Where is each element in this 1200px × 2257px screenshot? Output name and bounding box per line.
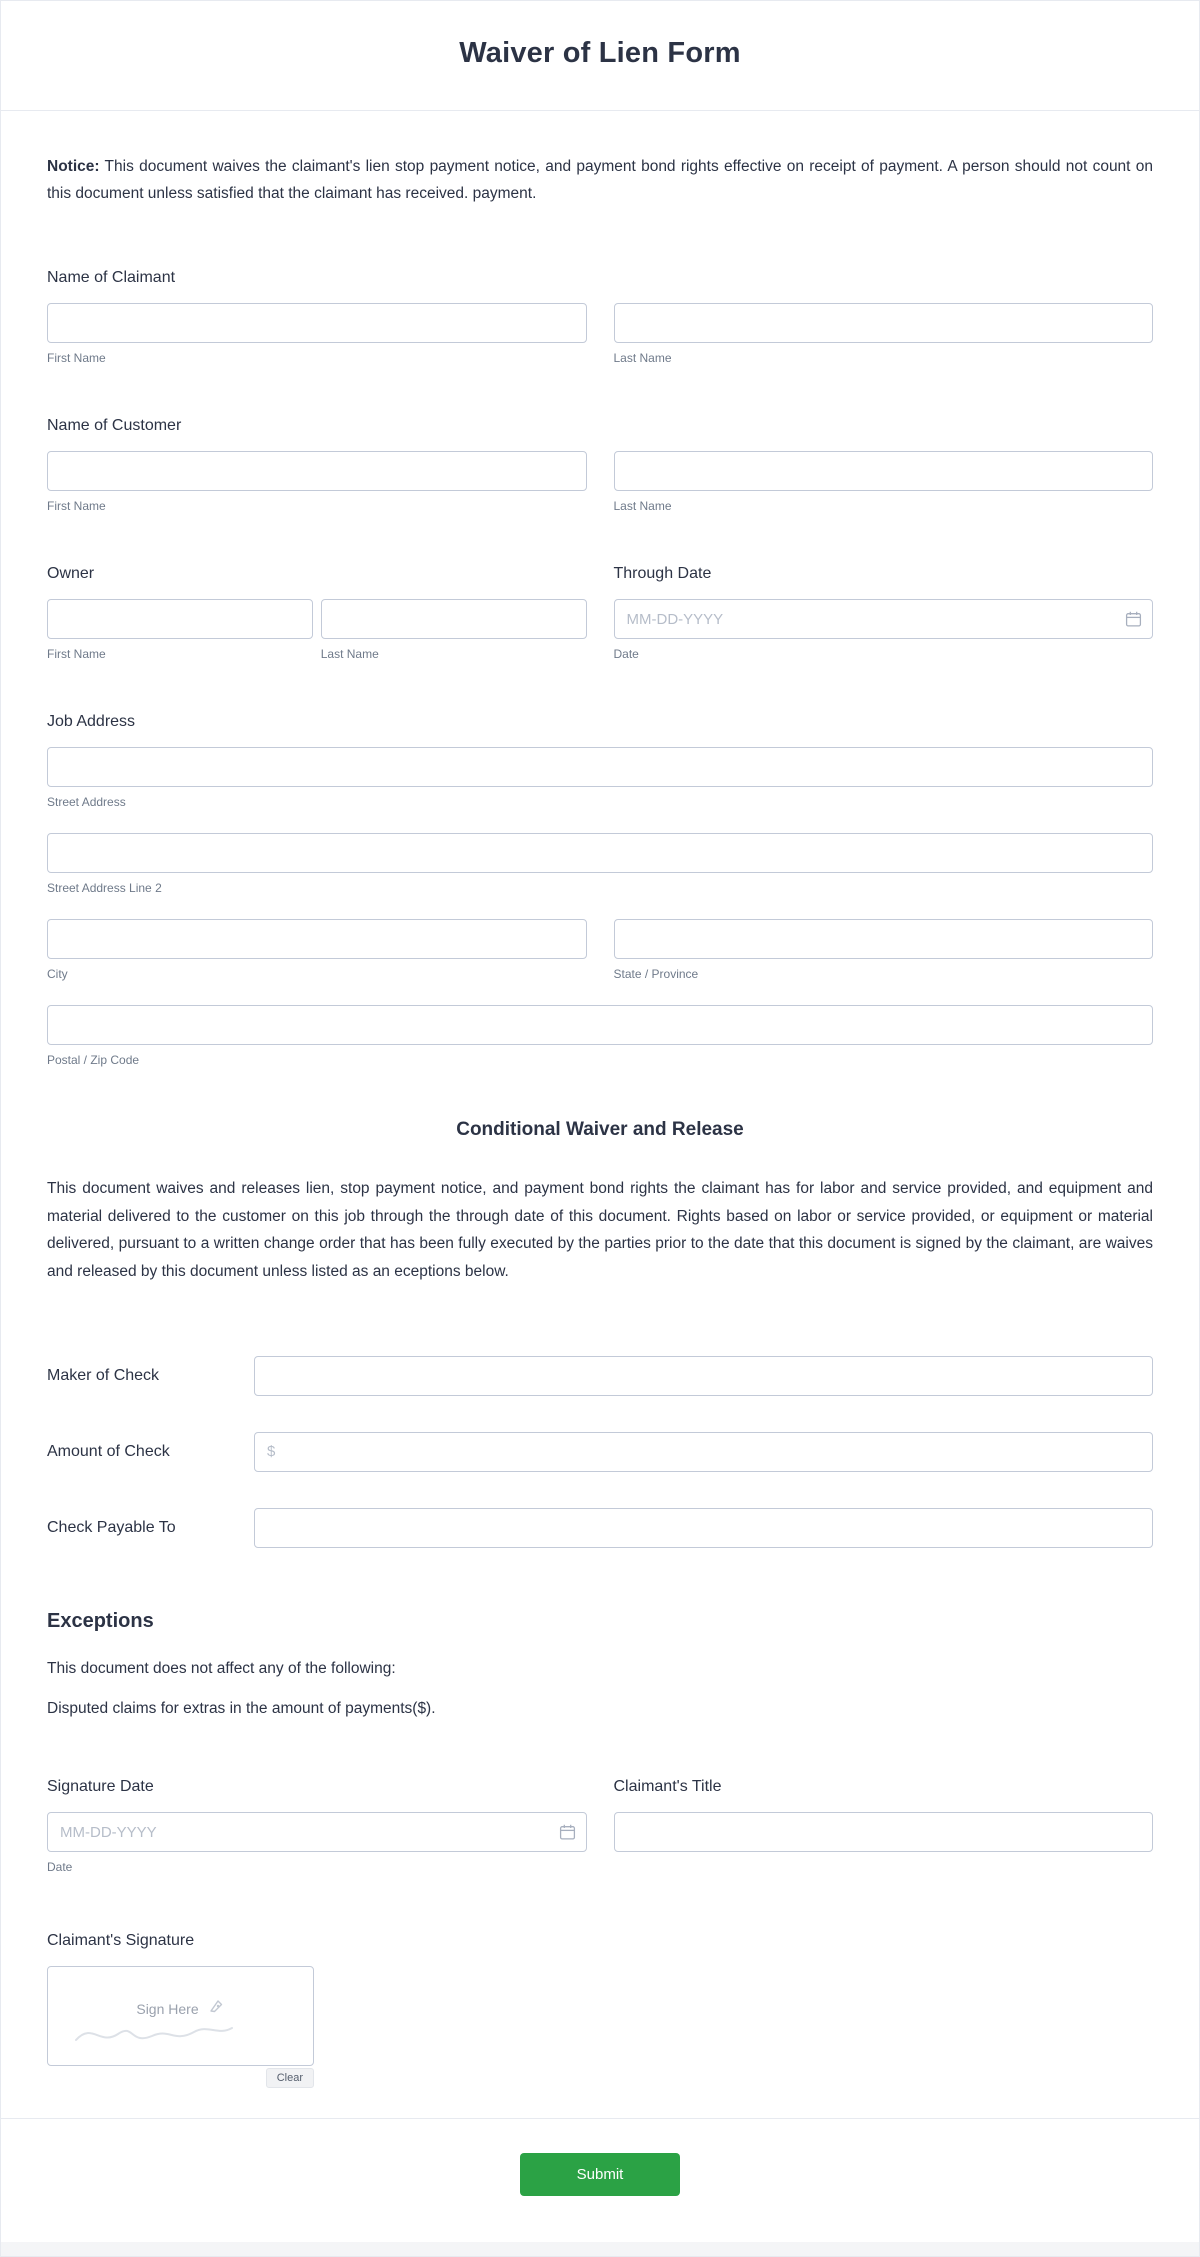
claimant-last-name-input[interactable] — [614, 303, 1154, 343]
notice-text — [47, 153, 1153, 207]
signature-date-field-group — [47, 1778, 587, 1874]
calendar-icon[interactable] — [1125, 611, 1142, 628]
conditional-waiver-paragraph: This document waives and releases lien, stop payment notice, and payment bond rights the claimant has for labor and service provided, and equipment and material delivered to the customer on this job through the through date of this document. Rights based on labor or service provided, or equipment or material delivered, pursuant to a written change order that has been fully executed by the parties prior to the date that this document is signed by the claimant, are waives and released by this document unless listed as an eceptions below. — [47, 1180, 1153, 1280]
pen-icon — [207, 1997, 225, 2020]
signature-actions — [47, 2068, 314, 2088]
street-address2-input[interactable] — [47, 833, 1153, 873]
claimant-signature-label: Claimant's Signature — [47, 1932, 195, 1950]
form-footer — [1, 2118, 1199, 2242]
claimant-title-input[interactable] — [614, 1812, 1154, 1852]
question-owner-through-date — [47, 565, 1153, 661]
amount-of-check-label: Amount of Check — [47, 1442, 170, 1460]
claimant-title-label: Claimant's Title — [613, 1778, 722, 1796]
maker-of-check-input[interactable] — [254, 1356, 1153, 1396]
claimant-first-field — [47, 303, 587, 365]
street-address2-field — [47, 833, 1153, 895]
street-address2-sublabel: Street Address Line 2 — [47, 881, 162, 896]
street-address-input[interactable] — [47, 747, 1153, 787]
maker-of-check-row — [47, 1356, 1153, 1396]
state-input[interactable] — [614, 919, 1154, 959]
customer-first-sublabel: First Name — [47, 499, 106, 514]
owner-label: Owner — [47, 565, 95, 583]
city-sublabel: City — [47, 967, 68, 982]
signature-squiggle-decoration — [74, 2018, 234, 2053]
check-payable-to-label: Check Payable To — [47, 1518, 176, 1536]
signature-date-input[interactable] — [47, 1812, 587, 1852]
customer-first-field — [47, 451, 587, 513]
question-signature-date-title — [47, 1778, 1153, 1874]
through-date-field-group — [614, 565, 1154, 661]
signature-date-sublabel: Date — [47, 1860, 73, 1875]
claimant-first-sublabel: First Name — [47, 351, 106, 366]
owner-last-name-input[interactable] — [321, 599, 587, 639]
street-address-field — [47, 747, 1153, 809]
page-title: Waiver of Lien Form — [459, 37, 741, 69]
notice-label: Notice: — [47, 158, 100, 175]
signature-pad[interactable] — [47, 1966, 314, 2066]
question-claimant-signature — [47, 1932, 1153, 2088]
through-date-input[interactable] — [614, 599, 1154, 639]
owner-last-sublabel: Last Name — [320, 647, 379, 662]
sign-here-text: Sign Here — [136, 2000, 199, 2017]
customer-label: Name of Customer — [47, 417, 182, 435]
owner-first-name-input[interactable] — [47, 599, 313, 639]
exceptions-line-2: Disputed claims for extras in the amount of payments($). — [47, 1699, 436, 1717]
street-address-sublabel: Street Address — [47, 795, 126, 810]
owner-field-group — [47, 565, 587, 661]
customer-last-sublabel: Last Name — [613, 499, 672, 514]
signature-date-label: Signature Date — [47, 1778, 154, 1796]
state-sublabel: State / Province — [613, 967, 699, 982]
state-field — [614, 919, 1154, 981]
postal-field — [47, 1005, 1153, 1067]
claimant-last-sublabel: Last Name — [613, 351, 672, 366]
claimant-label: Name of Claimant — [47, 269, 176, 287]
exceptions-heading: Exceptions — [47, 1609, 154, 1632]
customer-last-name-input[interactable] — [614, 451, 1154, 491]
through-date-sublabel: Date — [613, 647, 639, 662]
conditional-waiver-heading: Conditional Waiver and Release — [456, 1119, 744, 1141]
question-job-address — [47, 713, 1153, 1067]
question-name-of-claimant — [47, 269, 1153, 365]
claimant-title-field-group — [614, 1778, 1154, 1874]
form-header — [1, 1, 1199, 111]
job-address-label: Job Address — [47, 713, 136, 731]
amount-of-check-row — [47, 1432, 1153, 1472]
amount-of-check-input[interactable] — [254, 1432, 1153, 1472]
owner-first-field — [47, 599, 313, 661]
clear-signature-button[interactable]: Clear — [266, 2068, 314, 2088]
through-date-label: Through Date — [613, 565, 712, 583]
exceptions-section — [47, 1610, 1153, 1721]
city-input[interactable] — [47, 919, 587, 959]
submit-button[interactable]: Submit — [520, 2153, 680, 2196]
customer-first-name-input[interactable] — [47, 451, 587, 491]
claimant-first-name-input[interactable] — [47, 303, 587, 343]
notice-body: This document waives the claimant's lien stop payment notice, and payment bond rights effective on receipt of payment. A person should not count on this document unless satisfied that the claimant has received. payment. — [47, 158, 1153, 203]
owner-last-field — [321, 599, 587, 661]
page-background-strip — [1, 2242, 1199, 2256]
maker-of-check-label: Maker of Check — [47, 1366, 160, 1384]
form-content — [1, 111, 1199, 2118]
postal-sublabel: Postal / Zip Code — [47, 1053, 140, 1068]
check-payable-to-row — [47, 1508, 1153, 1548]
claimant-last-field — [614, 303, 1154, 365]
postal-input[interactable] — [47, 1005, 1153, 1045]
sign-here-prompt — [48, 1997, 313, 2020]
owner-first-sublabel: First Name — [47, 647, 106, 662]
question-name-of-customer — [47, 417, 1153, 513]
exceptions-line-1: This document does not affect any of the following: — [47, 1659, 396, 1677]
customer-last-field — [614, 451, 1154, 513]
check-payable-to-input[interactable] — [254, 1508, 1153, 1548]
city-field — [47, 919, 587, 981]
calendar-icon[interactable] — [559, 1824, 576, 1841]
